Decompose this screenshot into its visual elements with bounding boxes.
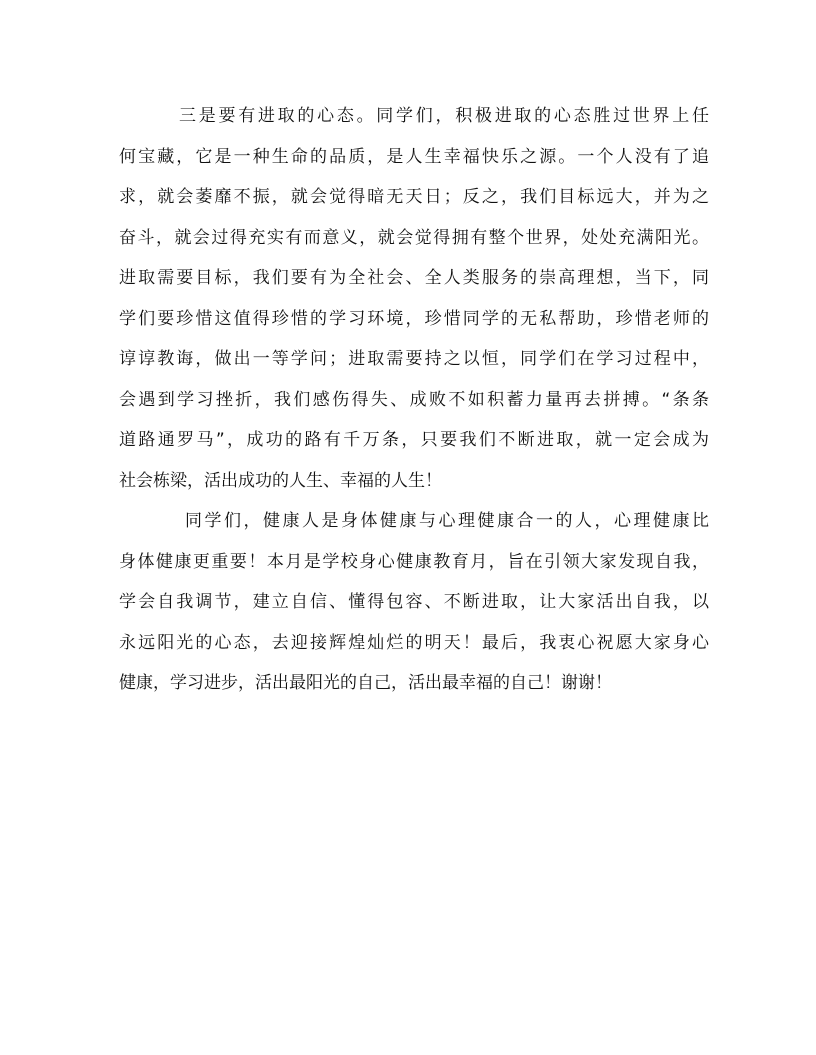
paragraph-health: [119, 501, 709, 704]
text-line: 身体健康更重要！本月是学校身心健康教育月，旨在引领大家发现自我，: [119, 551, 709, 572]
text-line: 奋斗，就会过得充实有而意义，就会觉得拥有整个世界，处处充满阳光。: [119, 227, 709, 248]
text-line: 学会自我调节，建立自信、懂得包容、不断进取，让大家活出自我，以: [119, 592, 709, 612]
text-line: 社会栋梁，活出成功的人生、幸福的人生！: [119, 470, 442, 491]
text-line: 何宝藏，它是一种生命的品质，是人生幸福快乐之源。一个人没有了追: [119, 146, 709, 167]
text-line: 会遇到学习挫折，我们感伤得失、成败不如积蓄力量再去拼搏。“条条: [119, 389, 709, 410]
text-line: 健康，学习进步，活出最阳光的自己，活出最幸福的自己！谢谢！: [119, 673, 612, 693]
text-line: 学们要珍惜这值得珍惜的学习环境，珍惜同学的无私帮助，珍惜老师的: [119, 308, 709, 329]
text-line: 同学们，健康人是身体健康与心理健康合一的人，心理健康比: [185, 511, 709, 531]
text-line: 谆谆教诲，做出一等学问；进取需要持之以恒，同学们在学习过程中，: [119, 349, 709, 369]
paragraph-mindset: [119, 96, 709, 501]
text-line: 道路通罗马”，成功的路有千万条，只要我们不断进取，就一定会成为: [119, 430, 709, 450]
document-body: [119, 96, 709, 704]
text-line: 三是要有进取的心态。同学们，积极进取的心态胜过世界上任: [179, 106, 709, 126]
text-line: 求，就会萎靡不振，就会觉得暗无天日；反之，我们目标远大，并为之: [119, 187, 709, 207]
text-line: 进取需要目标，我们要有为全社会、全人类服务的崇高理想，当下，同: [119, 268, 709, 288]
text-line: 永远阳光的心态，去迎接辉煌灿烂的明天！最后，我衷心祝愿大家身心: [119, 632, 709, 653]
